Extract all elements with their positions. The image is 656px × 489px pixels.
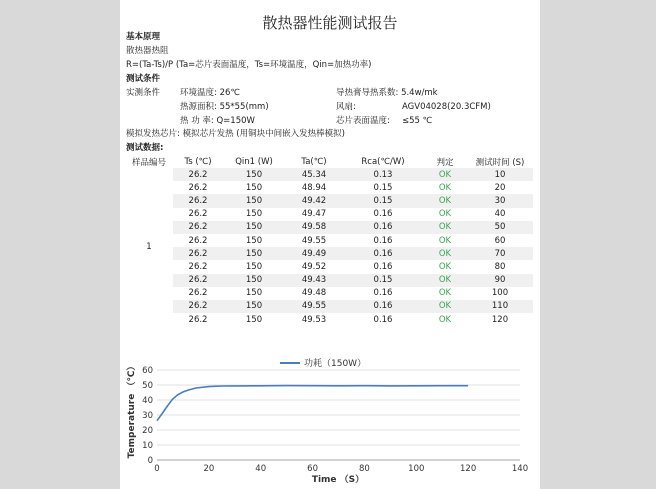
y-tick-label: 30 <box>142 411 153 421</box>
cell-rca: 0.16 <box>373 235 393 246</box>
cell-rca: 0.13 <box>343 168 423 181</box>
conditions-heading: 测试条件 <box>126 74 161 84</box>
conditions-label: 实测条件 <box>126 88 161 98</box>
cell-ta: 45.34 <box>285 168 343 181</box>
y-tick-label: 20 <box>142 426 153 436</box>
temperature-chart <box>120 352 540 489</box>
cell-time: 40 <box>494 209 506 220</box>
report-title: 散热器性能测试报告 <box>262 14 398 32</box>
cell-ta: 49.55 <box>301 235 327 246</box>
table-row <box>125 208 533 221</box>
fan-value: AGV04028(20.3CFM) <box>402 102 491 112</box>
cell-qin: 150 <box>245 182 263 193</box>
series-line-150w <box>157 386 468 421</box>
cell-time: 10 <box>467 168 533 181</box>
cell-ts: 26.2 <box>173 300 223 313</box>
y-axis-label: Temperature （℃） <box>127 361 137 459</box>
cell-judge: OK <box>423 221 467 234</box>
x-tick-label: 20 <box>203 464 215 474</box>
cell-ts: 26.2 <box>188 288 208 299</box>
cell-rca: 0.16 <box>373 209 393 220</box>
cell-time: 30 <box>467 194 533 207</box>
cell-ta: 49.55 <box>285 300 343 313</box>
x-tick-labels <box>154 464 528 474</box>
cell-ta: 49.42 <box>285 194 343 207</box>
fan-label: 风扇: <box>336 102 356 112</box>
cell-ta: 49.43 <box>285 274 343 287</box>
cell-ts: 26.2 <box>188 261 208 272</box>
x-tick-label: 120 <box>460 464 477 474</box>
cell-judge: OK <box>423 247 467 260</box>
cell-ta: 49.47 <box>301 209 327 220</box>
y-tick-label: 10 <box>142 441 153 451</box>
cell-qin: 150 <box>223 221 285 234</box>
x-tick-label: 60 <box>307 464 318 474</box>
cell-judge: OK <box>438 235 452 246</box>
cell-ts: 26.2 <box>188 209 208 220</box>
x-tick-label: 80 <box>359 464 370 474</box>
cell-judge: OK <box>438 209 452 220</box>
cell-ts: 26.2 <box>173 247 223 260</box>
cell-judge: OK <box>438 288 452 299</box>
cell-judge: OK <box>438 314 452 325</box>
cell-time: 50 <box>467 221 533 234</box>
table-row <box>125 234 533 247</box>
cell-qin: 150 <box>245 288 263 299</box>
test-data-table <box>125 156 533 326</box>
cell-rca: 0.16 <box>373 314 393 325</box>
table-row <box>125 247 533 260</box>
cell-ts: 26.2 <box>188 235 208 246</box>
report-sheet <box>120 0 540 489</box>
cell-judge: OK <box>438 261 452 272</box>
col-sample: 样品编号 <box>131 158 166 168</box>
chip-temp-label: 芯片表面温度: <box>336 116 390 126</box>
cell-rca: 0.16 <box>373 261 393 272</box>
cell-qin: 150 <box>245 235 263 246</box>
y-tick-label: 50 <box>142 381 153 391</box>
cell-judge: OK <box>423 274 467 287</box>
y-tick-label: 60 <box>142 366 153 376</box>
cell-time: 80 <box>494 261 506 272</box>
x-tick-label: 0 <box>154 464 160 474</box>
cell-ta: 49.48 <box>301 288 327 299</box>
cell-rca: 0.16 <box>343 300 423 313</box>
col-ta: Ta(℃) <box>301 157 327 167</box>
cell-ts: 26.2 <box>188 182 208 193</box>
cell-rca: 0.16 <box>343 221 423 234</box>
cell-rca: 0.15 <box>343 194 423 207</box>
x-axis-label: Time （S） <box>311 475 365 485</box>
sample-id: 1 <box>125 168 173 326</box>
cell-ta: 49.53 <box>301 314 327 325</box>
table-row <box>125 221 533 234</box>
env-temp: 环境温度: 26℃ <box>180 88 240 98</box>
cell-ts: 26.2 <box>173 194 223 207</box>
cell-rca: 0.16 <box>343 247 423 260</box>
cell-qin: 150 <box>245 261 263 272</box>
cell-judge: OK <box>423 300 467 313</box>
cell-judge: OK <box>423 168 467 181</box>
basic-heading: 基本原理 <box>126 32 161 42</box>
cell-time: 60 <box>494 235 506 246</box>
cell-time: 70 <box>467 247 533 260</box>
cell-time: 90 <box>467 274 533 287</box>
table-row <box>125 168 533 181</box>
cell-time: 110 <box>467 300 533 313</box>
cell-ts: 26.2 <box>173 221 223 234</box>
cell-time: 20 <box>494 182 506 193</box>
cell-rca: 0.15 <box>343 274 423 287</box>
table-row <box>125 260 533 273</box>
cell-qin: 150 <box>223 300 285 313</box>
table-row <box>125 287 533 300</box>
chart-grid <box>157 370 520 460</box>
col-qin: Qin1 (W) <box>235 157 273 167</box>
y-tick-label: 40 <box>142 396 153 406</box>
simulated-chip: 模拟发热芯片: 模拟芯片发热 (用铜块中间嵌入发热棒模拟) <box>126 129 345 139</box>
cell-time: 120 <box>491 314 509 325</box>
col-ts: Ts (℃) <box>184 157 212 167</box>
cell-rca: 0.15 <box>373 182 393 193</box>
cell-ta: 49.58 <box>285 221 343 234</box>
x-tick-label: 100 <box>408 464 425 474</box>
table-row <box>125 181 533 194</box>
cell-qin: 150 <box>245 314 263 325</box>
table-row <box>125 313 533 326</box>
basic-subtitle: 散热器热阻 <box>126 46 169 56</box>
cell-judge: OK <box>438 182 452 193</box>
cell-rca: 0.16 <box>373 288 393 299</box>
chip-temp-value: ≤55 ℃ <box>402 116 433 126</box>
x-tick-label: 40 <box>255 464 267 474</box>
basic-formula: R=(Ta-Ts)/P (Ta=芯片表面温度，Ts=环境温度，Qin=加热功率) <box>126 60 372 70</box>
heat-power: 热 功 率: Q=150W <box>180 116 255 126</box>
cell-qin: 150 <box>223 247 285 260</box>
cell-ts: 26.2 <box>188 314 208 325</box>
table-row <box>125 300 533 313</box>
legend-label: 功耗（150W） <box>304 359 367 369</box>
col-time: 测试时间 (S) <box>475 158 525 168</box>
test-data-heading: 测试数据: <box>126 143 164 153</box>
y-tick-labels <box>142 366 153 466</box>
table-header-row <box>125 156 533 168</box>
y-tick-label: 0 <box>147 456 153 466</box>
col-rca: Rca(℃/W) <box>361 157 405 167</box>
col-judge: 判定 <box>436 158 454 168</box>
cell-qin: 150 <box>223 274 285 287</box>
cell-qin: 150 <box>223 168 285 181</box>
cell-ta: 49.49 <box>285 247 343 260</box>
cell-ta: 49.52 <box>301 261 327 272</box>
cell-judge: OK <box>423 194 467 207</box>
grease-conductivity: 导热膏导热系数: 5.4w/mk <box>336 88 438 98</box>
cell-qin: 150 <box>223 194 285 207</box>
cell-ts: 26.2 <box>173 168 223 181</box>
cell-qin: 150 <box>245 209 263 220</box>
heat-source-area: 热源面积: 55*55(mm) <box>180 102 269 112</box>
x-tick-label: 140 <box>511 464 529 474</box>
cell-ts: 26.2 <box>173 274 223 287</box>
cell-time: 100 <box>491 288 509 299</box>
table-row <box>125 194 533 207</box>
table-row <box>125 274 533 287</box>
cell-ta: 48.94 <box>301 182 327 193</box>
